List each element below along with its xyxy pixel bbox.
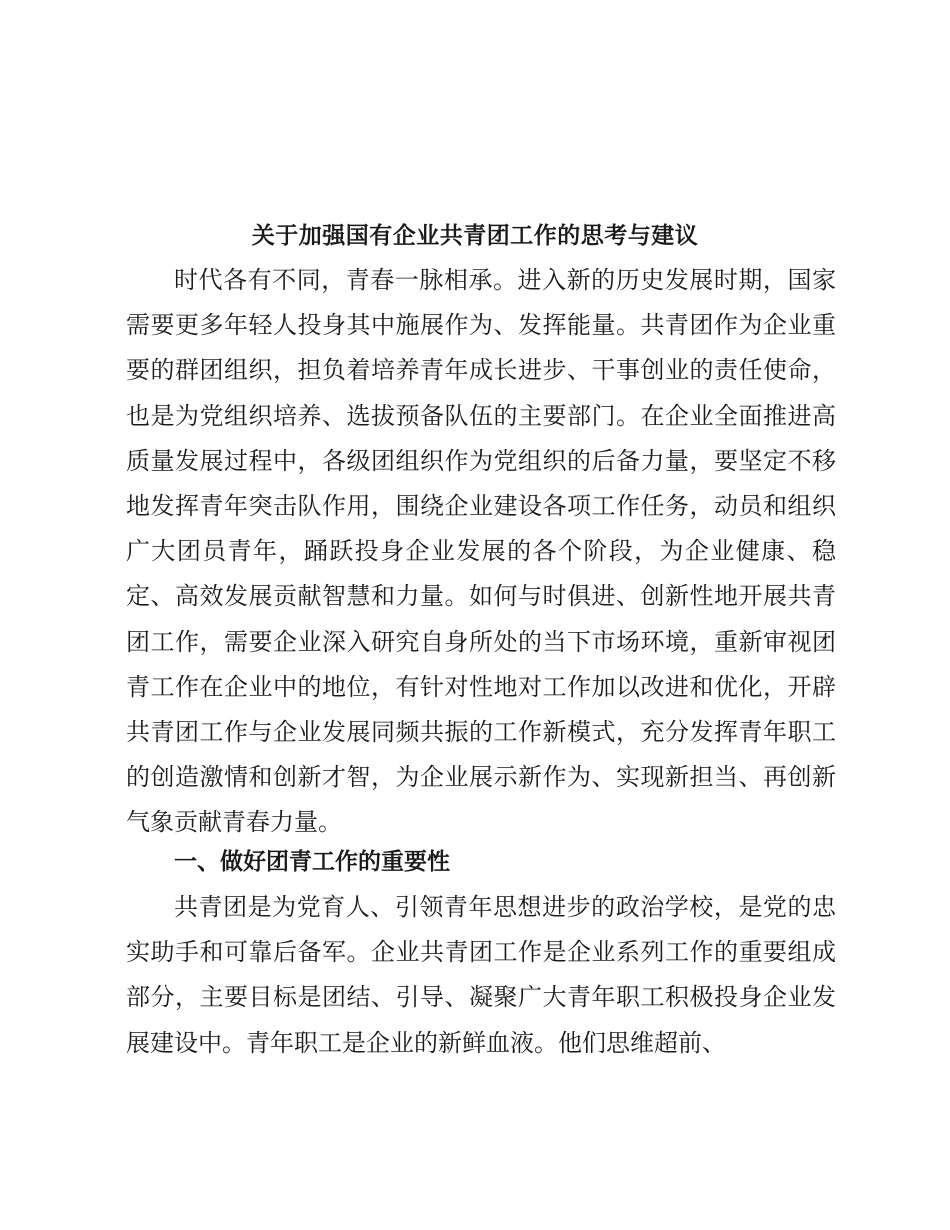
- section-paragraph: 共青团是为党育人、引领青年思想进步的政治学校，是党的忠实助手和可靠后备军。企业共青团工作是企业系列工作的重要组成部分，主要目标是团结、引导、凝聚广大青年职工积极投身企业发展建设中。青年职工是企业的新鲜血液。他们思维超前、: [126, 893, 836, 1057]
- section-heading: 一、做好团青工作的重要性: [174, 849, 450, 875]
- document-title: 关于加强国有企业共青团工作的思考与建议: [251, 222, 699, 249]
- intro-paragraph: 时代各有不同，青春一脉相承。进入新的历史发展时期，国家需要更多年轻人投身其中施展作为、发挥能量。共青团作为企业重要的群团组织，担负着培养青年成长进步、干事创业的责任使命，也是为党组织培养、选拔预备队伍的主要部门。在企业全面推进高质量发展过程中，各级团组织作为党组织的后备力量，要坚定不移地发挥青年突击队作用，围绕企业建设各项工作任务，动员和组织广大团员青年，踊跃投身企业发展的各个阶段，为企业健康、稳定、高效发展贡献智慧和力量。如何与时俱进、创新性地开展共青团工作，需要企业深入研究自身所处的当下市场环境，重新审视团青工作在企业中的地位，有针对性地对工作加以改进和优化，开辟共青团工作与企业发展同频共振的工作新模式，充分发挥青年职工的创造激情和创新才智，为企业展示新作为、实现新担当、再创新气象贡献青春力量。: [126, 266, 836, 837]
